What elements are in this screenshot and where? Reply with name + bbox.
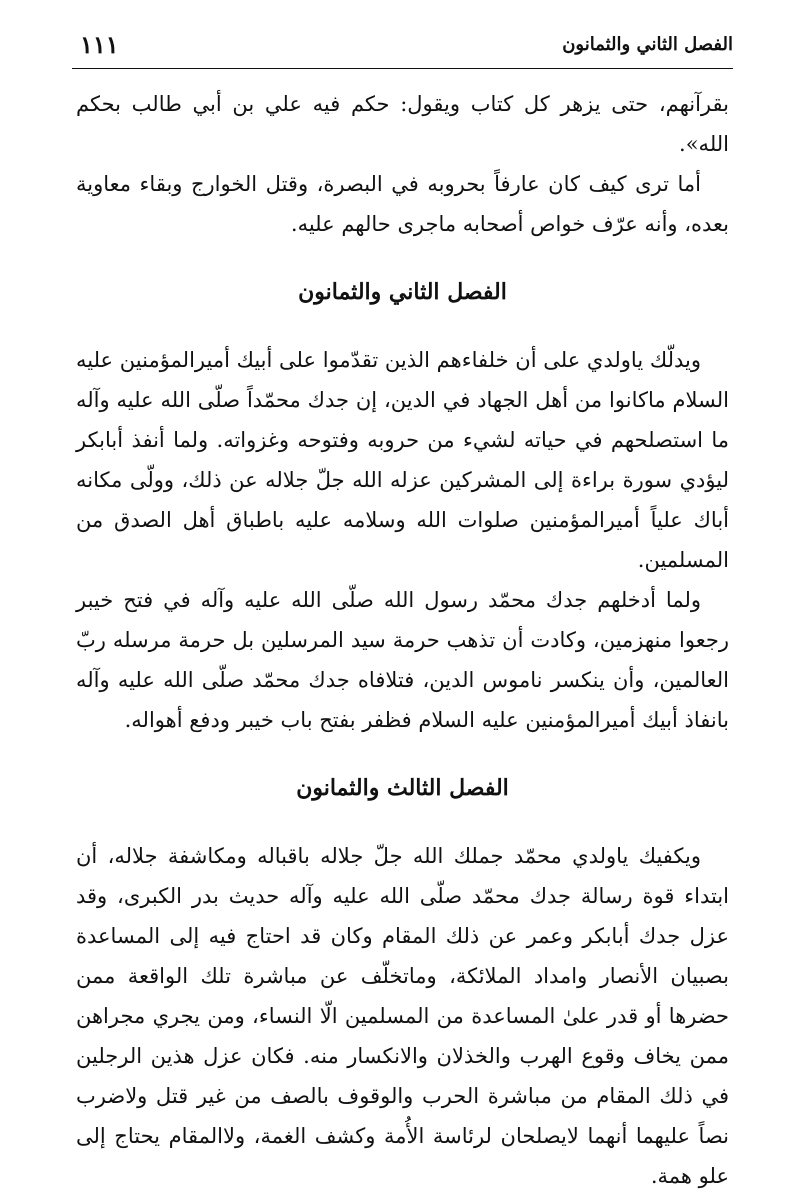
paragraph: أما ترى كيف كان عارفاً بحروبه في البصرة، وقتل الخوارج وبقاء معاوية بعده، وأنه عرّف خواص أصحابه ماجرى حالهم عليه. [76,172,729,236]
page-body [76,84,729,1196]
page-header [72,22,733,68]
paragraph: ويدلّك ياولدي على أن خلفاءهم الذين تقدّموا على أبيك أميرالمؤمنين عليه السلام ماكانوا من أهل الجهاد في الدين، إن جدك محمّداً صلّى الله عليه وآله ما استصلحهم في حياته لشيء من حروبه وفتوحه وغزواته. ولما أنفذ أبابكر ليؤدي سورة براءة إلى المشركين عزله الله جلّ جلاله عن ذلك، وولّى مكانه أباك علياً أميرالمؤمنين صلوات الله وسلامه عليه باطباق أهل الصدق من المسلمين. [76,348,729,572]
section-title: الفصل الثاني والثمانون [298,279,507,305]
paragraph: ويكفيك ياولدي محمّد جملك الله جلّ جلاله باقباله ومكاشفة جلاله، أن ابتداء قوة رسالة جدك محمّد صلّى الله عليه وآله حديث بدر الكبرى، وقد عزل جدك أبابكر وعمر عن ذلك المقام وكان قد احتاج فيه إلى المساعدة بصبيان الأنصار وامداد الملائكة، وماتخلّف عن مباشرة تلك الواقعة ممن حضرها أو قدر علىٰ المساعدة من المسلمين الّا النساء، ومن يجري مجراهن ممن يخاف وقوع الهرب والخذلان والانكسار منه. فكان عزل هذين الرجلين في ذلك المقام من مباشرة الحرب والوقوف بالصف من غير قتل ولاضرب نصاً عليهما أنهما لايصلحان لرئاسة الأُمة وكشف الغمة، ولاالمقام يحتاج إلى علو همة. [76,844,729,1188]
paragraph: ولما أدخلهم جدك محمّد رسول الله صلّى الله عليه وآله في فتح خيبر رجعوا منهزمين، وكادت أن تذهب حرمة سيد المرسلين بل حرمة مرسله ربّ العالمين، وأن ينكسر ناموس الدين، فتلافاه جدك محمّد صلّى الله عليه وآله بانفاذ أبيك أميرالمؤمنين عليه السلام فظفر بفتح باب خيبر ودفع أهواله. [76,588,730,732]
section-title: الفصل الثالث والثمانون [296,775,509,801]
header-rule [72,68,733,69]
paragraph-continuation: بقرآنهم، حتى يزهر كل كتاب ويقول: حكم فيه علي بن أبي طالب بحكم الله». [76,92,729,156]
running-head: الفصل الثاني والثمانون [562,34,733,55]
page-number: ١١١ [80,30,119,59]
